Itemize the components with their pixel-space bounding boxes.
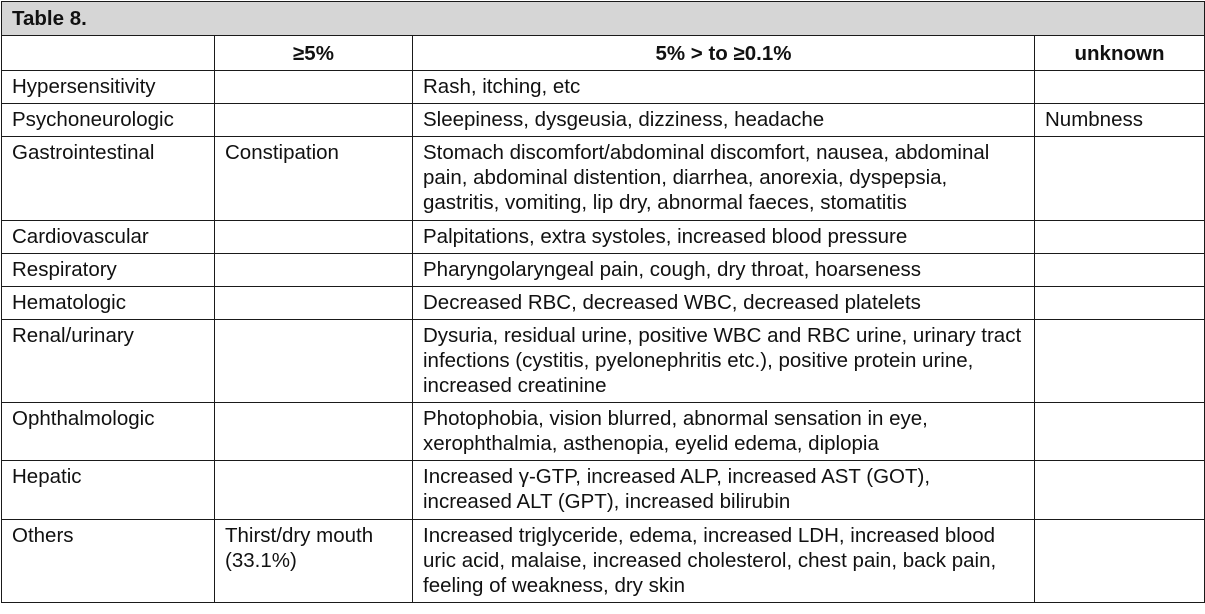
header-category (2, 36, 215, 71)
cell-5-to-0.1: Rash, itching, etc (413, 71, 1035, 104)
header-ge5: ≥5% (215, 36, 413, 71)
cell-5-to-0.1: Sleepiness, dysgeusia, dizziness, headache (413, 104, 1035, 137)
header-5-to-0.1: 5% > to ≥0.1% (413, 36, 1035, 71)
table-row (2, 137, 1205, 221)
table-caption-row (2, 2, 1205, 36)
cell-ge5: Thirst/dry mouth (33.1%) (215, 520, 413, 603)
table-row (2, 403, 1205, 461)
cell-5-to-0.1: Dysuria, residual urine, positive WBC and RBC urine, urinary tract infections (cystitis, pyelonephritis etc.), positive protein urine, increased creatinine (413, 320, 1035, 403)
cell-unknown (1035, 461, 1205, 520)
table-caption: Table 8. (2, 2, 1205, 36)
cell-category: Psychoneurologic (2, 104, 215, 137)
cell-unknown (1035, 71, 1205, 104)
cell-unknown (1035, 287, 1205, 320)
table-row (2, 221, 1205, 254)
cell-5-to-0.1: Photophobia, vision blurred, abnormal sensation in eye, xerophthalmia, asthenopia, eyelid edema, diplopia (413, 403, 1035, 461)
adverse-reactions-table (1, 1, 1205, 603)
cell-5-to-0.1: Increased γ-GTP, increased ALP, increased AST (GOT), increased ALT (GPT), increased bilirubin (413, 461, 1035, 520)
cell-category: Renal/urinary (2, 320, 215, 403)
cell-unknown (1035, 137, 1205, 221)
cell-unknown (1035, 520, 1205, 603)
table-header-row (2, 36, 1205, 71)
cell-unknown (1035, 221, 1205, 254)
cell-ge5 (215, 104, 413, 137)
cell-ge5 (215, 287, 413, 320)
cell-category: Hypersensitivity (2, 71, 215, 104)
cell-category: Others (2, 520, 215, 603)
table-row (2, 520, 1205, 603)
table-row (2, 71, 1205, 104)
cell-category: Gastrointestinal (2, 137, 215, 221)
table-row (2, 461, 1205, 520)
cell-unknown (1035, 320, 1205, 403)
cell-ge5 (215, 71, 413, 104)
cell-5-to-0.1: Pharyngolaryngeal pain, cough, dry throat, hoarseness (413, 254, 1035, 287)
cell-ge5: Constipation (215, 137, 413, 221)
cell-category: Hepatic (2, 461, 215, 520)
table-row (2, 104, 1205, 137)
cell-category: Hematologic (2, 287, 215, 320)
cell-category: Cardiovascular (2, 221, 215, 254)
cell-category: Ophthalmologic (2, 403, 215, 461)
cell-5-to-0.1: Palpitations, extra systoles, increased blood pressure (413, 221, 1035, 254)
table-row (2, 287, 1205, 320)
cell-5-to-0.1: Stomach discomfort/abdominal discomfort, nausea, abdominal pain, abdominal distention, diarrhea, anorexia, dyspepsia, gastritis, vomiting, lip dry, abnormal faeces, stomatitis (413, 137, 1035, 221)
cell-ge5 (215, 403, 413, 461)
cell-unknown (1035, 254, 1205, 287)
cell-ge5 (215, 320, 413, 403)
table-row (2, 254, 1205, 287)
header-unknown: unknown (1035, 36, 1205, 71)
cell-unknown (1035, 403, 1205, 461)
cell-5-to-0.1: Increased triglyceride, edema, increased LDH, increased blood uric acid, malaise, increased cholesterol, chest pain, back pain, feeling of weakness, dry skin (413, 520, 1035, 603)
cell-ge5 (215, 461, 413, 520)
cell-category: Respiratory (2, 254, 215, 287)
cell-5-to-0.1: Decreased RBC, decreased WBC, decreased platelets (413, 287, 1035, 320)
cell-unknown: Numbness (1035, 104, 1205, 137)
table-row (2, 320, 1205, 403)
cell-ge5 (215, 221, 413, 254)
cell-ge5 (215, 254, 413, 287)
